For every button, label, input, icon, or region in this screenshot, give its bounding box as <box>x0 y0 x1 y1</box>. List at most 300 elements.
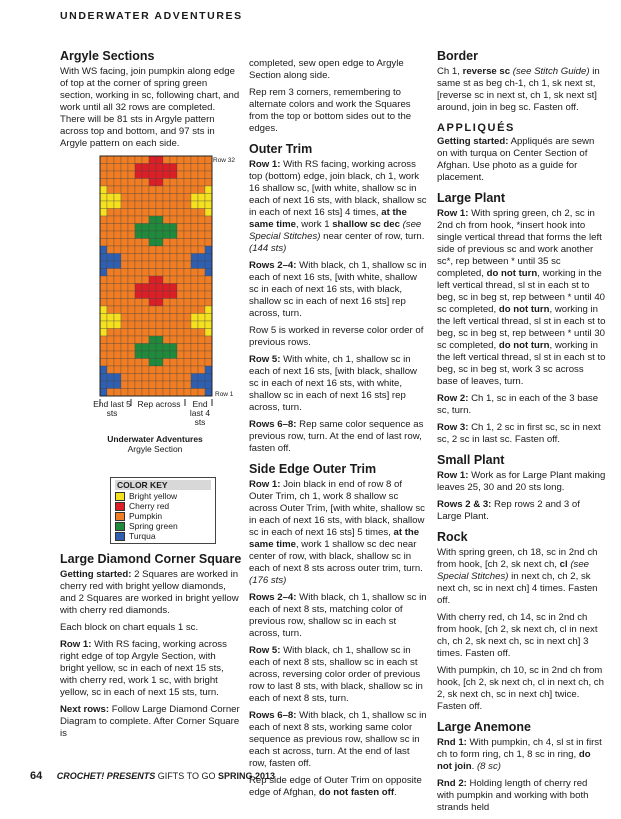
chart-cell <box>114 209 121 217</box>
color-swatch <box>115 492 125 501</box>
chart-cell <box>177 186 184 194</box>
chart-cell <box>205 261 212 269</box>
chart-cell <box>114 329 121 337</box>
chart-cell <box>107 194 114 202</box>
label: Row 1: <box>437 470 469 481</box>
chart-cell <box>128 291 135 299</box>
chart-cell <box>128 269 135 277</box>
text: . <box>394 787 397 798</box>
chart-cell <box>128 336 135 344</box>
chart-cell <box>198 254 205 262</box>
chart-cell <box>135 156 142 164</box>
chart-cell <box>114 276 121 284</box>
chart-cell <box>205 291 212 299</box>
continued-text-1: completed, sew open edge to Argyle Section along side. <box>249 58 404 81</box>
chart-cell <box>170 164 177 172</box>
chart-cell <box>184 186 191 194</box>
chart-cell <box>149 201 156 209</box>
chart-cell <box>163 381 170 389</box>
chart-cell <box>198 246 205 254</box>
chart-cell <box>100 194 107 202</box>
chart-cell <box>135 374 142 382</box>
color-key-label: Pumpkin <box>129 511 163 521</box>
chart-cell <box>114 284 121 292</box>
chart-cell <box>205 164 212 172</box>
chart-cell <box>156 239 163 247</box>
chart-cell <box>163 261 170 269</box>
chart-cell <box>205 381 212 389</box>
chart-cell <box>156 269 163 277</box>
label: Row 2: <box>437 393 469 404</box>
chart-cell <box>163 329 170 337</box>
chart-cell <box>170 351 177 359</box>
chart-cell <box>184 299 191 307</box>
label: Rows 2 & 3: <box>437 499 492 510</box>
text: , working in the left vertical thread, sl st in each st to beg, sc in beg st, rep between * until 30 sc completed, <box>437 304 606 351</box>
text: Rep side edge of Outer Trim on opposite edge of Afghan, <box>249 775 422 798</box>
chart-cell <box>170 179 177 187</box>
chart-cell <box>177 179 184 187</box>
chart-cell <box>170 276 177 284</box>
chart-cell <box>100 329 107 337</box>
chart-cell <box>107 186 114 194</box>
chart-cell <box>177 231 184 239</box>
chart-cell <box>170 359 177 367</box>
chart-cell <box>184 276 191 284</box>
chart-cell <box>114 194 121 202</box>
chart-cell <box>149 171 156 179</box>
chart-cell <box>114 156 121 164</box>
chart-cell <box>121 351 128 359</box>
chart-cell <box>163 299 170 307</box>
chart-cell <box>128 366 135 374</box>
label: Rnd 1: <box>437 737 467 748</box>
chart-cell <box>184 321 191 329</box>
chart-cell <box>170 336 177 344</box>
text: With black, ch 1, shallow sc in each of next 16 sts, [with white, shallow sc in each of next 16 sts, with black, shallow sc in each of next 16 sts] rep across, turn. <box>249 260 427 319</box>
text: Appliqués are sewn on with turqua on Center Section of Afghan. Use photo as a guide for placement. <box>437 136 595 183</box>
chart-cell <box>128 201 135 209</box>
chart-cell <box>128 164 135 172</box>
chart-cell <box>156 156 163 164</box>
text: Ch 1, <box>437 66 463 77</box>
chart-cell <box>135 164 142 172</box>
chart-cell <box>100 164 107 172</box>
chart-cell <box>107 179 114 187</box>
chart-cell <box>163 216 170 224</box>
chart-cell <box>163 201 170 209</box>
chart-cell <box>191 261 198 269</box>
text: , work 1 shallow sc dec near center of row, with black, shallow sc in each of next 8 sts across outer trim, turn. <box>249 539 423 574</box>
chart-cell <box>163 231 170 239</box>
chart-cell <box>114 239 121 247</box>
chart-cell <box>177 381 184 389</box>
chart-cell <box>184 291 191 299</box>
chart-cell <box>149 269 156 277</box>
chart-cell <box>191 336 198 344</box>
chart-cell <box>198 329 205 337</box>
chart-cell <box>205 351 212 359</box>
chart-cell <box>142 314 149 322</box>
chart-cell <box>170 329 177 337</box>
chart-cell <box>156 381 163 389</box>
chart-cell <box>205 276 212 284</box>
chart-cell <box>135 276 142 284</box>
chart-cell <box>107 351 114 359</box>
chart-cell <box>191 321 198 329</box>
text: in same st as beg ch-1, ch 1, sk next st, [reverse sc in next st, ch 1, sk next st] around, join in beg sc. Fasten off. <box>437 66 600 113</box>
chart-cell <box>170 381 177 389</box>
chart-cell <box>205 231 212 239</box>
chart-cell <box>198 344 205 352</box>
color-key-label: Bright yellow <box>129 491 178 501</box>
chart-cell <box>135 186 142 194</box>
chart-cell <box>149 179 156 187</box>
chart-cell <box>191 246 198 254</box>
chart-cell <box>107 224 114 232</box>
chart-cell <box>114 359 121 367</box>
color-swatch <box>115 532 125 541</box>
chart-cell <box>128 179 135 187</box>
emph: do not turn <box>486 268 538 279</box>
chart-cell <box>191 314 198 322</box>
chart-cell <box>205 374 212 382</box>
chart-cell <box>177 224 184 232</box>
chart-cell <box>149 291 156 299</box>
chart-cell <box>121 284 128 292</box>
chart-cell <box>149 261 156 269</box>
chart-cell <box>184 269 191 277</box>
chart-cell <box>163 336 170 344</box>
chart-cell <box>128 374 135 382</box>
appliques-getting-started <box>437 136 607 184</box>
chart-cell <box>191 254 198 262</box>
chart-cell <box>177 156 184 164</box>
chart-cell <box>163 246 170 254</box>
chart-cell <box>191 381 198 389</box>
chart-cell <box>198 381 205 389</box>
chart-cell <box>149 336 156 344</box>
chart-cell <box>170 201 177 209</box>
chart-cell <box>142 284 149 292</box>
chart-cell <box>163 351 170 359</box>
chart-cell <box>100 366 107 374</box>
chart-cell <box>114 381 121 389</box>
chart-cell <box>205 186 212 194</box>
large-anemone-rnd2 <box>437 778 607 814</box>
chart-cell <box>184 306 191 314</box>
chart-cell <box>107 314 114 322</box>
chart-cell <box>128 186 135 194</box>
chart-cell <box>191 231 198 239</box>
chart-cell <box>149 359 156 367</box>
chart-cell <box>156 374 163 382</box>
chart-cell <box>205 156 212 164</box>
chart-cell <box>142 231 149 239</box>
chart-cell <box>191 216 198 224</box>
chart-cell <box>114 224 121 232</box>
issue: SPRING 2013 <box>217 771 275 781</box>
chart-cell <box>135 216 142 224</box>
chart-cell <box>177 389 184 397</box>
outer-trim-heading: Outer Trim <box>249 142 313 156</box>
chart-cell <box>142 374 149 382</box>
chart-cell <box>163 186 170 194</box>
chart-cell <box>135 299 142 307</box>
chart-cell <box>198 186 205 194</box>
chart-cell <box>128 381 135 389</box>
chart-cell <box>163 321 170 329</box>
chart-cell <box>128 321 135 329</box>
chart-cell <box>149 299 156 307</box>
chart-cell <box>191 291 198 299</box>
chart-cell <box>100 156 107 164</box>
chart-cell <box>114 261 121 269</box>
label: Row 5: <box>249 645 281 656</box>
chart-cell <box>170 254 177 262</box>
chart-cell <box>163 284 170 292</box>
chart-cell <box>100 389 107 397</box>
chart-cell <box>205 359 212 367</box>
chart-cell <box>121 186 128 194</box>
chart-cell <box>107 201 114 209</box>
chart-cell <box>205 306 212 314</box>
chart-cell <box>142 261 149 269</box>
chart-cell <box>198 261 205 269</box>
chart-cell <box>142 254 149 262</box>
chart-cell <box>107 329 114 337</box>
chart-cell <box>128 389 135 397</box>
chart-cell <box>184 156 191 164</box>
outer-trim-row5 <box>249 354 427 414</box>
chart-cell <box>205 344 212 352</box>
chart-cell <box>149 216 156 224</box>
chart-cell <box>100 246 107 254</box>
emph: do not join <box>437 749 591 772</box>
chart-cell <box>156 306 163 314</box>
chart-cell <box>135 224 142 232</box>
color-key-label: Turqua <box>129 531 156 541</box>
text: Ch 1, 2 sc in first sc, sc in next sc, 2 sc in last sc. Fasten off. <box>437 422 601 445</box>
chart-cell <box>128 284 135 292</box>
chart-cell <box>100 284 107 292</box>
chart-cell <box>142 366 149 374</box>
chart-cell <box>135 314 142 322</box>
chart-cell <box>128 246 135 254</box>
column-3 <box>437 50 607 819</box>
chart-cell <box>198 276 205 284</box>
chart-cell <box>100 291 107 299</box>
chart-cell <box>156 336 163 344</box>
chart-cell <box>121 171 128 179</box>
chart-cell <box>128 171 135 179</box>
chart-cell <box>156 351 163 359</box>
chart-cell <box>128 261 135 269</box>
chart-cell <box>184 381 191 389</box>
color-key-item <box>115 491 211 501</box>
chart-cell <box>205 209 212 217</box>
chart-cell <box>107 284 114 292</box>
chart-cell <box>100 224 107 232</box>
chart-cell <box>107 389 114 397</box>
chart-cell <box>121 156 128 164</box>
chart-cell <box>149 231 156 239</box>
chart-cell <box>198 224 205 232</box>
chart-cell <box>198 314 205 322</box>
emph: do not turn <box>498 304 550 315</box>
chart-cell <box>142 246 149 254</box>
chart-cell <box>198 194 205 202</box>
chart-cell <box>163 374 170 382</box>
chart-cell <box>184 389 191 397</box>
chart-cell <box>156 344 163 352</box>
color-key-label: Spring green <box>129 521 178 531</box>
chart-cell <box>177 291 184 299</box>
chart-cell <box>107 359 114 367</box>
side-edge-row5 <box>249 645 427 705</box>
chart-cell <box>198 209 205 217</box>
color-key <box>110 477 216 544</box>
chart-caption-subtitle: Argyle Section <box>127 444 183 454</box>
chart-cell <box>149 314 156 322</box>
chart-cell <box>149 321 156 329</box>
side-edge-row1 <box>249 479 427 587</box>
chart-cell <box>135 284 142 292</box>
chart-cell <box>205 389 212 397</box>
chart-cell <box>149 381 156 389</box>
chart-cell <box>121 246 128 254</box>
chart-cell <box>156 366 163 374</box>
magazine-subtitle: GIFTS TO GO <box>155 771 218 781</box>
label: Row 1: <box>249 159 281 170</box>
chart-cell <box>128 299 135 307</box>
count: (144 sts) <box>249 243 287 254</box>
large-diamond-row1 <box>60 639 242 699</box>
text: , working in the left vertical thread, sl st in each st to beg, sc in beg st, work 3 sc across base of leaves, turn. <box>437 340 606 387</box>
chart-cell <box>205 299 212 307</box>
chart-cell <box>163 194 170 202</box>
chart-cell <box>114 164 121 172</box>
chart-cell <box>177 329 184 337</box>
row-1-text: Row 1 <box>215 391 234 398</box>
chart-cell <box>100 276 107 284</box>
chart-cell <box>149 209 156 217</box>
chart-cell <box>149 276 156 284</box>
chart-cell <box>163 314 170 322</box>
chart-cell <box>149 374 156 382</box>
text: Rep same color sequence as previous row, turn. At the end of last row, fasten off. <box>249 419 424 454</box>
chart-cell <box>198 164 205 172</box>
chart-cell <box>107 239 114 247</box>
chart-cell <box>100 171 107 179</box>
rock-text-3: With pumpkin, ch 10, sc in 2nd ch from hook, [ch 2, sk next ch, cl in next ch, ch 2, sk next ch, sc in next ch] twice. Fasten off. <box>437 665 604 712</box>
chart-cell <box>114 351 121 359</box>
note: (see Special Stitches) <box>249 219 422 242</box>
text: Work as for Large Plant making leaves 25, 30 and 20 sts long. <box>437 470 606 493</box>
chart-cell <box>142 344 149 352</box>
chart-cell <box>100 179 107 187</box>
text: . <box>471 761 477 772</box>
chart-cell <box>142 351 149 359</box>
chart-cell <box>184 179 191 187</box>
chart-cell <box>149 224 156 232</box>
chart-cell <box>163 156 170 164</box>
color-key-item <box>115 521 211 531</box>
chart-cell <box>163 171 170 179</box>
chart-cell <box>142 276 149 284</box>
chart-cell <box>177 321 184 329</box>
rock-text-1 <box>437 547 607 607</box>
chart-cell <box>135 336 142 344</box>
chart-cell <box>100 186 107 194</box>
chart-cell <box>177 336 184 344</box>
chart-cell <box>107 269 114 277</box>
chart-cell <box>191 269 198 277</box>
chart-cell <box>100 359 107 367</box>
chart-cell <box>135 306 142 314</box>
chart-cell <box>156 329 163 337</box>
label: Rows 6–8: <box>249 710 297 721</box>
label: Next rows: <box>60 704 110 715</box>
chart-cell <box>142 299 149 307</box>
label: Rows 6–8: <box>249 419 297 430</box>
chart-cell <box>114 231 121 239</box>
chart-cell <box>170 366 177 374</box>
chart-cell <box>156 171 163 179</box>
chart-cell <box>135 291 142 299</box>
text: Ch 1, sc in each of the 3 base sc, turn. <box>437 393 599 416</box>
chart-cell <box>156 321 163 329</box>
chart-cell <box>156 216 163 224</box>
chart-cell <box>205 246 212 254</box>
color-key-item <box>115 511 211 521</box>
chart-cell <box>198 201 205 209</box>
chart-cell <box>128 209 135 217</box>
chart-cell <box>184 284 191 292</box>
chart-cell <box>121 209 128 217</box>
side-edge-rows-2-4 <box>249 592 427 640</box>
chart-cell <box>142 336 149 344</box>
chart-cell <box>177 269 184 277</box>
chart-cell <box>107 366 114 374</box>
end-last-4-label: End last 4 sts <box>189 399 211 427</box>
chart-cell <box>163 276 170 284</box>
chart-cell <box>198 231 205 239</box>
chart-cell <box>128 351 135 359</box>
chart-cell <box>163 366 170 374</box>
chart-cell <box>107 254 114 262</box>
chart-cell <box>170 261 177 269</box>
chart-cell <box>177 351 184 359</box>
chart-cell <box>107 321 114 329</box>
chart-cell <box>156 261 163 269</box>
chart-cell <box>149 389 156 397</box>
chart-cell <box>107 306 114 314</box>
large-diamond-next-rows <box>60 704 242 740</box>
chart-cell <box>135 201 142 209</box>
chart-cell <box>107 171 114 179</box>
chart-cell <box>191 164 198 172</box>
chart-cell <box>184 224 191 232</box>
chart-cell <box>177 314 184 322</box>
chart-cell <box>170 374 177 382</box>
argyle-chart-area <box>60 148 242 478</box>
chart-cell <box>107 381 114 389</box>
chart-cell <box>128 231 135 239</box>
chart-cell <box>114 254 121 262</box>
text: 2 Squares are worked in cherry red with bright yellow diamonds, and 2 Squares are worked in bright yellow with cherry red diamonds. <box>60 569 239 616</box>
text: With RS facing, working across top (bottom) edge, join black, ch 1, work 16 shallow sc, [with white, shallow sc in each of next 16 sts, with black, shallow sc in each of next 16 sts] 4 times, <box>249 159 427 218</box>
